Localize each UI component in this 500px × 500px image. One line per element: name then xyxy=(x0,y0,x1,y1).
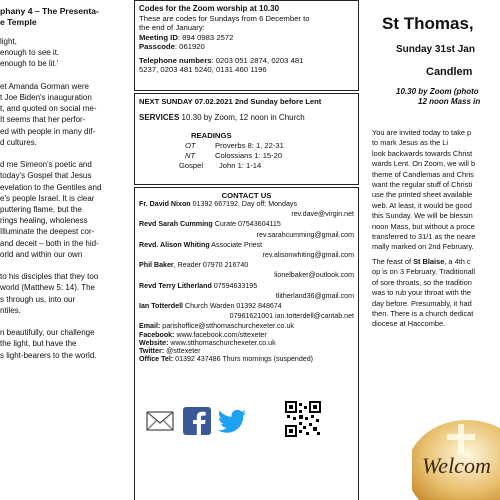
left-line: enough to be lit.' xyxy=(0,59,59,69)
left-column xyxy=(0,0,132,500)
contact-text: 01392 437486 Thurs mornings (suspended) xyxy=(173,355,314,364)
feast-name: Candlem xyxy=(426,66,473,78)
left-line: t Joe Biden's inauguration xyxy=(0,93,92,102)
invitation-line: theme of Candlemas and Chris xyxy=(372,169,474,179)
left-line: s through us, into our xyxy=(0,294,76,304)
contact-text: , Reader 07970 216740 xyxy=(173,261,249,270)
left-line: Illuminate the deepest cor- xyxy=(0,227,95,237)
codes-title: Codes for the Zoom worship at 10.30 xyxy=(139,4,280,13)
contact-line xyxy=(139,302,282,310)
contact-label: Office Tel: xyxy=(139,355,174,364)
reading-book: NT xyxy=(185,151,196,160)
contact-label: Facebook: xyxy=(139,330,175,339)
left-line: It seems that her perfor- xyxy=(0,115,86,125)
invitation-line: noon Mass, but without a proce xyxy=(372,221,475,231)
contact-title: CONTACT US xyxy=(221,191,272,200)
contact-line xyxy=(276,292,354,300)
welcome-text: Welcom xyxy=(422,453,491,478)
left-line: t, and quoted on social me- xyxy=(0,104,97,114)
st-blaise-line: diocese at Haccombe. xyxy=(372,319,446,329)
st-blaise-line: of sore throats, so the tradition xyxy=(372,277,472,287)
left-line: ed with people in many dif- xyxy=(0,126,96,136)
left-line: puttering flame, but the xyxy=(0,205,82,214)
contact-text: www.stthomaschurchexeter.co.uk xyxy=(168,338,276,347)
contact-line xyxy=(139,282,257,290)
invitation-line: want the regular stuff of Christi xyxy=(372,180,473,189)
contact-text: 07961621001 ian.totterdell@cantab.net xyxy=(229,312,354,321)
contact-line xyxy=(139,261,248,269)
envelope-icon[interactable] xyxy=(145,406,175,436)
contact-text: www.facebook.com/sttexeter xyxy=(174,330,267,339)
reading-ref: John 1: 1-14 xyxy=(219,161,262,170)
left-line: light, xyxy=(0,37,17,46)
contact-line xyxy=(139,241,262,249)
passcode-value: : 061920 xyxy=(174,42,205,51)
contact-line xyxy=(230,312,354,320)
contact-line xyxy=(139,331,267,339)
reading-book: Gospel xyxy=(179,161,204,170)
invitation-line: this Sunday. We will be blessin xyxy=(372,211,473,221)
contact-label: Revd. Alison Whiting xyxy=(139,240,210,249)
left-line: the light, but have the xyxy=(0,339,77,349)
left-line: and deceit – both in the hid- xyxy=(0,238,99,248)
left-line: to his disciples that they too xyxy=(0,272,99,282)
reading-ref: Proverbs 8: 1, 22-31 xyxy=(215,141,284,150)
left-line: orld and within our own xyxy=(0,249,83,259)
contact-text: 07594633195 xyxy=(211,281,258,290)
next-sunday-heading: NEXT SUNDAY 07.02.2021 2nd Sunday before Lent xyxy=(139,97,322,106)
contact-text: rev.sarahcumming@gmail.com xyxy=(256,230,354,239)
telephone-label: Telephone numbers xyxy=(139,56,212,65)
invitation-line: use the printed sheet available xyxy=(372,190,473,200)
left-line: today's Gospel that Jesus xyxy=(0,171,92,181)
left-line: world (Matthew 5: 14). The xyxy=(0,283,96,293)
left-line: n beautifully, our challenge xyxy=(0,328,95,338)
st-blaise-line: was to rub your throat with the xyxy=(372,288,472,298)
invitation-line: to mark Jesus as the Li xyxy=(372,138,448,148)
contact-label: Revd Sarah Cumming xyxy=(139,220,213,229)
meeting-id-value: : 894 0983 2572 xyxy=(177,33,234,42)
readings-title: READINGS xyxy=(191,131,232,140)
meeting-id-label: Meeting ID xyxy=(139,33,178,42)
contact-text: 01392 667192. Day off: Mondays xyxy=(190,200,297,208)
contact-box xyxy=(134,187,359,500)
left-line: e's people Israel. It is clear xyxy=(0,193,95,203)
telephone-line2: 5237, 0203 481 5240, 0131 460 1196 xyxy=(139,65,267,74)
contact-line xyxy=(274,271,354,279)
invitation-line: You are invited today to take p xyxy=(372,128,472,137)
invitation-line: wards Lent. On Zoom, we will b xyxy=(372,159,476,169)
service-date: Sunday 31st Jan xyxy=(396,44,475,55)
contact-line xyxy=(139,220,281,228)
contact-label: Twitter: xyxy=(139,347,165,355)
meeting-id xyxy=(139,33,233,42)
invitation-line: mally marked on 2nd February. xyxy=(372,242,474,252)
contact-label: Fr. David Nixon xyxy=(139,200,191,208)
codes-line1: These are codes for Sundays from 6 December to xyxy=(139,14,310,23)
reading-ref: Colossians 1: 15-20 xyxy=(215,151,283,160)
passcode-label: Passcode xyxy=(139,42,175,51)
contact-label: Email: xyxy=(139,322,161,331)
next-sunday-box xyxy=(134,93,359,185)
contact-line xyxy=(139,200,297,208)
contact-text: Curate 07543604115 xyxy=(212,220,281,229)
qr-code-icon[interactable] xyxy=(285,401,321,437)
contact-line xyxy=(139,339,276,347)
st-blaise-line: then. There is a church dedicat xyxy=(372,309,474,318)
twitter-bird-icon[interactable] xyxy=(217,407,247,435)
left-line: s light-bearers to the world. xyxy=(0,350,97,360)
welcome-banner xyxy=(412,420,500,500)
contact-line xyxy=(139,322,294,330)
left-line: d cultures. xyxy=(0,137,37,147)
left-line: et Amanda Gorman were xyxy=(0,81,89,91)
left-heading-line1: phany 4 – The Presenta- xyxy=(0,6,99,16)
st-blaise-line: op is on 3 February. Traditionall xyxy=(372,267,475,277)
services-label: SERVICES xyxy=(139,113,180,122)
church-title: St Thomas, xyxy=(382,14,474,33)
zoom-codes-box xyxy=(134,0,359,91)
st-blaise-line: The feast of St Blaise, a 4th c xyxy=(372,257,471,266)
contact-text: lionelbaker@outlook.com xyxy=(274,271,354,280)
codes-line2: the end of January: xyxy=(139,23,205,32)
invitation-line: transferred to 31/1 as the neare xyxy=(372,232,476,241)
telephone-line1 xyxy=(139,56,303,65)
passcode xyxy=(139,42,205,51)
left-line: ntiles. xyxy=(0,305,21,315)
contact-text: Associate Priest xyxy=(209,240,263,249)
left-line: evelation to the Gentiles and xyxy=(0,182,102,192)
contact-text: rev.dave@virgin.net xyxy=(291,210,354,219)
contact-line xyxy=(139,347,200,355)
st-blaise-line: day before. Presumably, it had xyxy=(372,298,472,308)
facebook-icon[interactable] xyxy=(183,407,211,435)
contact-line xyxy=(291,210,354,218)
service-times-2: 12 noon Mass in xyxy=(418,97,481,106)
contact-text: Church Warden 01392 848674 xyxy=(183,302,282,310)
telephone-numbers-1: : 0203 051 2874, 0203 481 xyxy=(211,56,304,65)
contact-line xyxy=(263,251,354,259)
contact-text: rev.alisonwhiting@gmail.com xyxy=(262,251,354,259)
left-line: rings healing, wholeness xyxy=(0,216,88,226)
right-column xyxy=(362,0,500,500)
contact-text: parishoffice@stthomaschurchexeter.co.uk xyxy=(160,322,294,331)
contact-label: Revd Terry Litherland xyxy=(139,281,212,290)
reading-book: OT xyxy=(185,141,196,150)
services-text: 10.30 by Zoom, 12 noon in Church xyxy=(179,113,305,122)
service-times-1: 10.30 by Zoom (photo xyxy=(396,87,479,96)
contact-text: tlitherland36@gmail.com xyxy=(275,291,354,300)
contact-line xyxy=(257,231,354,239)
middle-column xyxy=(134,0,360,500)
services-line xyxy=(139,113,305,122)
left-line: d me Simeon's poetic and xyxy=(0,160,92,170)
contact-line xyxy=(139,355,313,363)
left-line: enough to see it. xyxy=(0,48,60,58)
contact-text: @sttexeter xyxy=(164,347,201,355)
contact-label: Website: xyxy=(139,338,169,347)
contact-label: Phil Baker xyxy=(139,261,174,270)
contact-label: Ian Totterdell xyxy=(139,302,184,310)
invitation-line: look backwards towards Christ xyxy=(372,148,473,158)
invitation-line: web. At least, it would be good xyxy=(372,200,472,210)
left-heading-line2: e Temple xyxy=(0,17,37,27)
